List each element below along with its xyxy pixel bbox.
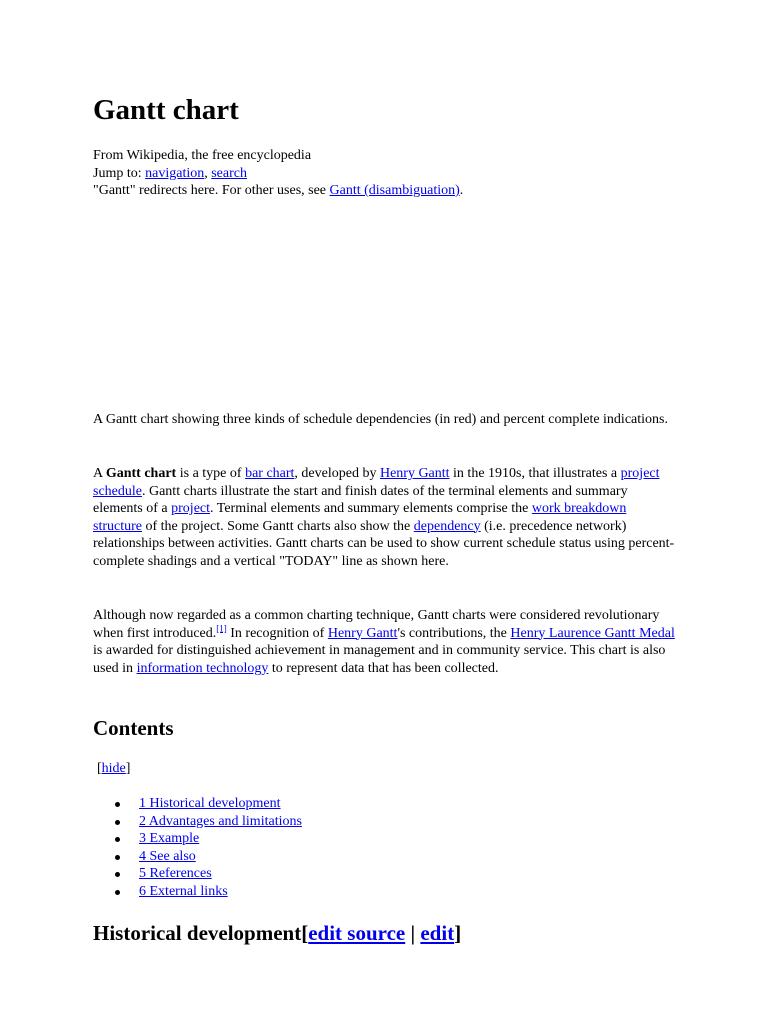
toc-item [93, 795, 302, 813]
bullet-icon [115, 872, 120, 877]
bullet-icon [115, 802, 120, 807]
edit-source-link[interactable]: edit source [308, 921, 406, 945]
intro-paragraph: A Gantt chart is a type of bar chart, developed by Henry Gantt in the 1910s, that illustrates a project schedule. Gantt charts illustrate the start and finish dates of the terminal elements and summary elements of a project. Terminal elements and summary elements comprise the work breakdown structure of the project. Some Gantt charts also show the dependency (i.e. precedence network) relationships between activities. Gantt charts can be used to show current schedule status using percent-complete shadings and a vertical "TODAY" line as shown here. [93, 466, 675, 569]
toc-item [93, 883, 302, 901]
jump-to-label: Jump to: [93, 165, 146, 181]
site-subtitle: From Wikipedia, the free encyclopedia [93, 148, 312, 163]
term-bold: Gantt chart [105, 466, 177, 481]
toc-item [93, 848, 302, 866]
toc-link-see-also[interactable]: 4 See also [139, 848, 196, 864]
toc-link-advantages[interactable]: 2 Advantages and limitations [139, 813, 302, 829]
page-title: Gantt chart [93, 94, 239, 126]
disambiguation-link[interactable]: Gantt (disambiguation) [329, 183, 460, 198]
toc-link-example[interactable]: 3 Example [139, 831, 200, 846]
project-schedule-link[interactable]: project schedule [93, 466, 660, 499]
bullet-icon [115, 820, 120, 825]
toc-link-external-links[interactable]: 6 External links [139, 883, 228, 899]
toc-item [93, 865, 302, 883]
section-heading-historical-development: Historical development[edit source | edit] [93, 921, 462, 945]
work-breakdown-structure-link[interactable]: work breakdown structure [93, 501, 627, 534]
toc-link-references[interactable]: 5 References [139, 866, 212, 881]
bullet-icon [115, 890, 120, 895]
navigation-link[interactable]: navigation [145, 165, 205, 181]
article-meta [93, 147, 463, 200]
project-link[interactable]: project [171, 501, 211, 516]
reference-link-1[interactable]: [1] [216, 622, 227, 633]
image-caption: A Gantt chart showing three kinds of schedule dependencies (in red) and percent complete indications. [93, 412, 668, 427]
hide-toc-link[interactable]: hide [101, 761, 126, 776]
jump-to-line: Jump to: navigation, search [93, 165, 247, 181]
bullet-icon [115, 855, 120, 860]
information-technology-link[interactable]: information technology [136, 660, 269, 676]
henry-gantt-link-2[interactable]: Henry Gantt [327, 625, 398, 641]
contents-heading: Contents [93, 716, 174, 740]
dependency-link[interactable]: dependency [413, 518, 481, 534]
bullet-icon [115, 837, 120, 842]
henry-gantt-link[interactable]: Henry Gantt [379, 466, 450, 481]
search-link[interactable]: search [211, 165, 247, 181]
redirect-note: "Gantt" redirects here. For other uses, see Gantt (disambiguation). [93, 183, 464, 198]
toc-item [93, 830, 302, 848]
gantt-medal-link[interactable]: Henry Laurence Gantt Medal [510, 625, 675, 641]
toc-item [93, 813, 302, 831]
toc-toggle: [hide] [97, 761, 131, 776]
history-paragraph: Although now regarded as a common charting technique, Gantt charts were considered revolutionary when first introduced.[1] In recognition of Henry Gantt's contributions, the Henry Laurence Gantt Medal is awarded for distinguished achievement in management and in community service. This chart is also used in information technology to represent data that has been collected. [93, 608, 675, 676]
table-of-contents [93, 795, 302, 900]
bar-chart-link[interactable]: bar chart [245, 466, 295, 481]
edit-link[interactable]: edit [420, 921, 455, 945]
toc-link-historical-development[interactable]: 1 Historical development [139, 796, 281, 811]
